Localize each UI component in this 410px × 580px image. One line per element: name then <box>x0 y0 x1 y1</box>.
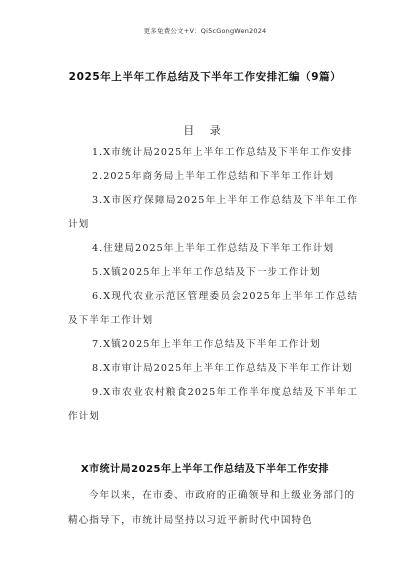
toc-item: 5.X镇2025年上半年工作总结及下一步工作计划 <box>92 267 321 278</box>
document-title: 2025年上半年工作总结及下半年工作安排汇编（9篇） <box>68 71 342 83</box>
toc-heading: 目 录 <box>183 124 227 137</box>
toc-item: 3.X市医疗保障局2025年上半年工作总结及下半年工作计划 <box>68 195 358 230</box>
table-of-contents <box>68 141 358 429</box>
toc-item: 9.X市农业农村粮食2025年工作半年度总结及下半年工作计划 <box>68 387 358 422</box>
toc-item: 7.X镇2025年上半年工作总结及下半年工作计划 <box>92 339 321 350</box>
toc-item: 8.X市审计局2025年上半年工作总结及下半年工作计划 <box>92 363 353 374</box>
toc-item: 6.X现代农业示范区管理委员会2025年上半年工作总结及下半年工作计划 <box>68 291 358 326</box>
section-title: X市统计局2025年上半年工作总结及下半年工作安排 <box>80 464 330 475</box>
toc-item: 4.住建局2025年上半年工作总结及下半年工作计划 <box>92 243 335 254</box>
header-note: 更多免费公文+V：Qi5cGongWen2024 <box>143 27 267 35</box>
body-paragraph: 今年以来，在市委、市政府的正确领导和上级业务部门的精心指导下，市统计局坚持以习近平新时代中国特色 <box>68 490 356 526</box>
toc-item: 1.X市统计局2025年上半年工作总结及下半年工作安排 <box>92 147 353 158</box>
toc-item: 2.2025年商务局上半年工作总结和下半年工作计划 <box>92 171 335 182</box>
